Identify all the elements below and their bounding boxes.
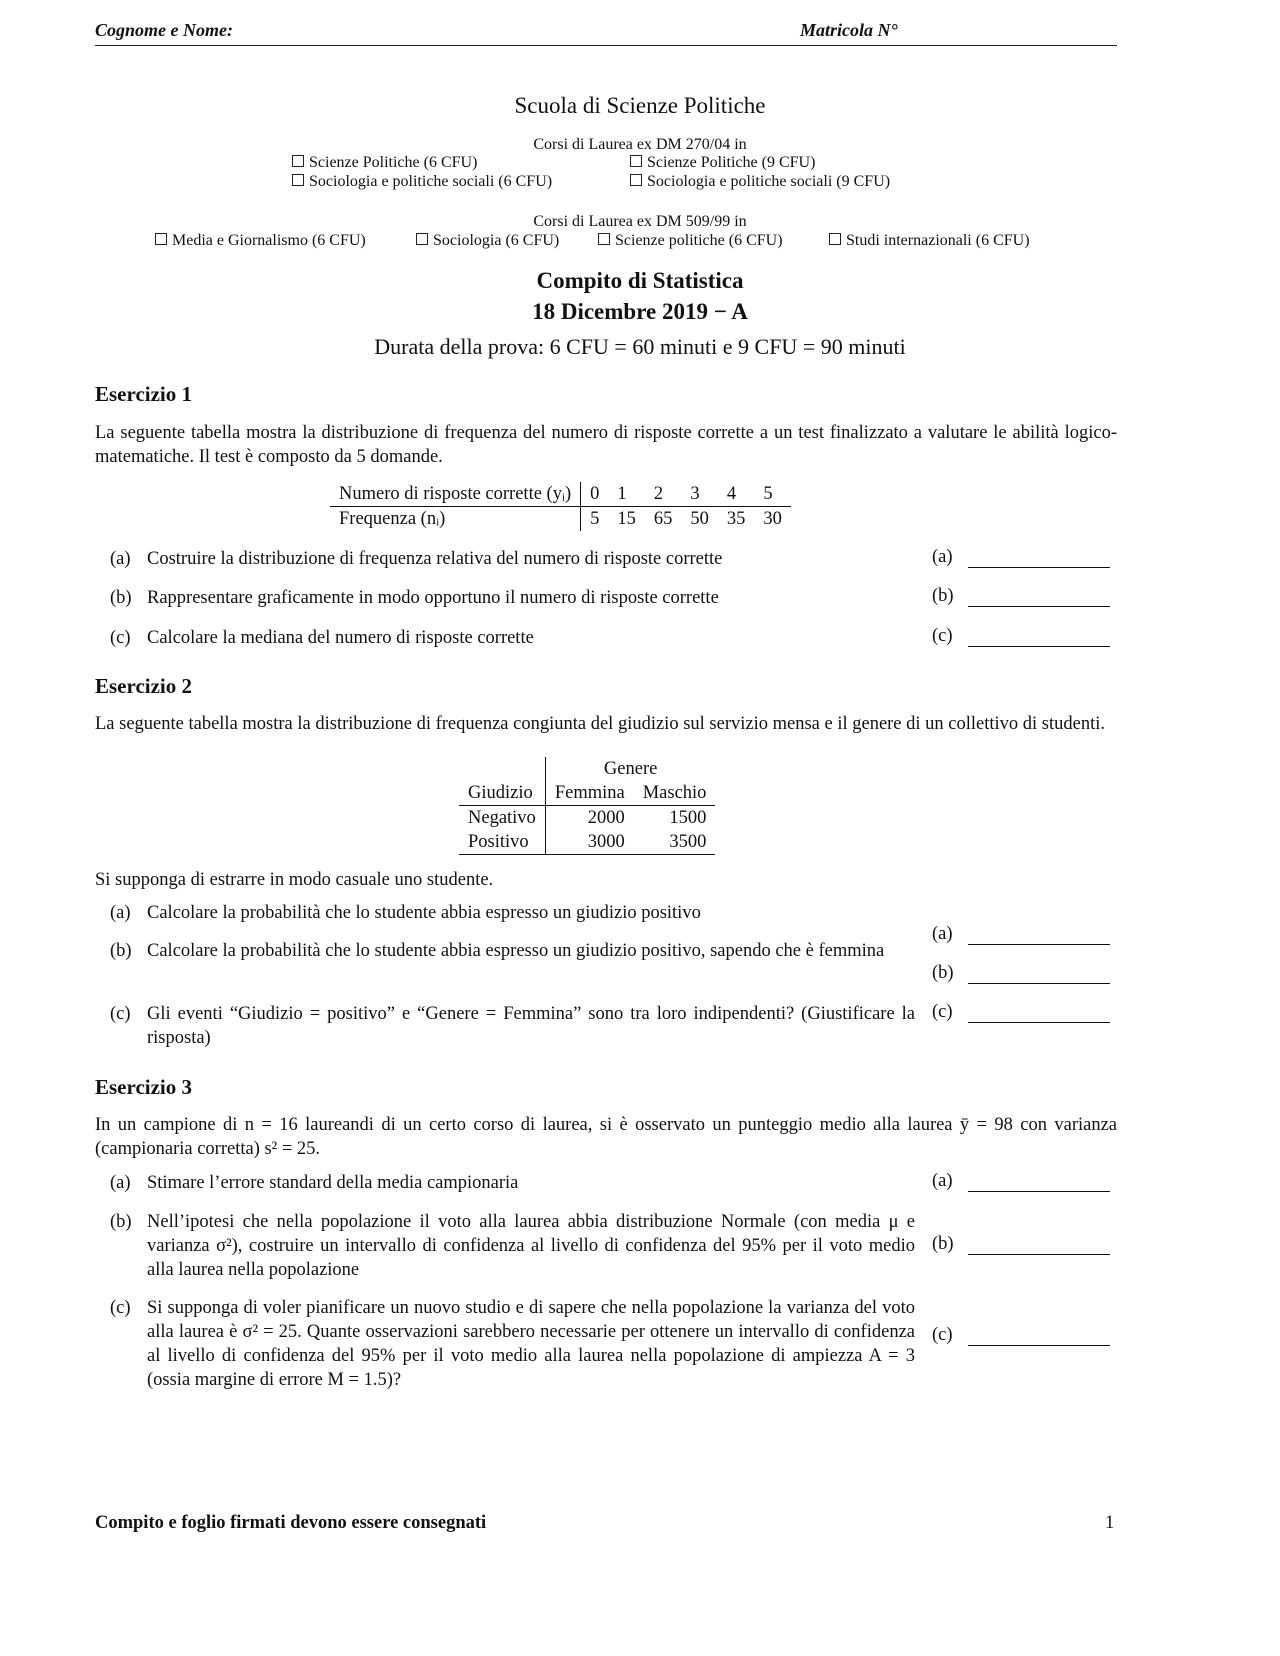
question [110,901,915,925]
question-label: (c) [110,1004,131,1024]
question-text: Stimare l’errore standard della media campionaria [147,1173,519,1193]
course-checkbox[interactable] [292,173,552,191]
cell: 50 [690,509,709,529]
answer-label: (c) [932,626,953,646]
question-label: (b) [110,588,132,608]
exercise-2-title: Esercizio 2 [95,674,193,698]
cell: 1 [617,484,627,504]
answer-line[interactable] [968,553,1110,568]
answer-label: (b) [932,586,954,606]
question-text: Si supponga di voler pianificare un nuovo studio e di sapere che nella popolazione la varianza del voto alla laurea è σ² = 25. Quante osservazioni sarebbero necessarie per ottenere un intervallo di confidenza al livello di confidenza del 95% per il voto medio alla laurea nella popolazione di ampiezza A = 3 (ossia margine di errore M = 1.5)? [147,1298,915,1390]
question [110,547,915,571]
question-text: Costruire la distribuzione di frequenza relativa del numero di risposte corrette [147,549,723,569]
answer-label: (a) [932,547,953,567]
course-checkbox[interactable] [155,232,366,250]
course-label: Media e Giornalismo (6 CFU) [172,232,366,249]
group-header: Genere [603,759,658,779]
cell: 5 [763,484,773,504]
answer-line[interactable] [968,1331,1110,1346]
answer-label: (c) [932,1002,953,1022]
name-label: Cognome e Nome: [95,20,233,40]
question-text: Calcolare la probabilità che lo studente abbia espresso un giudizio positivo, sapendo che è femmina [147,941,885,961]
school-title: Scuola di Scienze Politiche [514,93,766,118]
course-checkbox[interactable] [416,232,559,250]
footer-note: Compito e foglio firmati devono essere consegnati [95,1513,487,1533]
exercise-1-title: Esercizio 1 [95,382,193,406]
course-checkbox[interactable] [630,154,815,172]
answer-field[interactable] [932,924,1110,945]
row-label: Numero di risposte corrette (yᵢ) [330,482,581,507]
cell: 3000 [587,832,625,852]
question [110,1171,915,1195]
answer-line[interactable] [968,1240,1110,1255]
exercise-3-text: In un campione di n = 16 laureandi di un certo corso di laurea, si è osservato un punteggio medio alla laurea ȳ = 98 con varianza (campionaria corretta) s² = 25. [95,1115,1117,1159]
answer-line[interactable] [968,930,1110,945]
answer-line[interactable] [968,1008,1110,1023]
question [110,1002,915,1050]
answer-field[interactable] [932,626,1110,647]
answer-label: (c) [932,1325,953,1345]
checkbox-icon[interactable] [630,155,642,167]
course-checkbox[interactable] [292,154,477,172]
question-text: Calcolare la mediana del numero di risposte corrette [147,628,534,648]
question-label: (b) [110,1212,132,1232]
cell: 3 [690,484,700,504]
page-number: 1 [1105,1513,1115,1533]
answer-line[interactable] [968,969,1110,984]
matricola-label: Matricola N° [800,20,898,40]
checkbox-icon[interactable] [630,174,642,186]
col-header: Maschio [642,783,707,803]
answer-line[interactable] [968,1177,1110,1192]
cell: 2 [653,484,664,504]
answer-field[interactable] [932,1171,1110,1192]
question-label: (c) [110,1298,131,1318]
contingency-table [459,757,715,855]
cell: 4 [726,484,737,504]
course-label: Sociologia e politiche sociali (9 CFU) [647,173,891,190]
row-label: Frequenza (nᵢ) [330,507,581,532]
exam-title: Compito di Statistica [536,268,744,293]
cell: 15 [617,509,636,529]
answer-field[interactable] [932,586,1110,607]
checkbox-icon[interactable] [155,233,167,245]
dm509-title: Corsi di Laurea ex DM 509/99 in [533,213,747,230]
question-text: Rappresentare graficamente in modo opportuno il numero di risposte corrette [147,588,719,608]
question-label: (c) [110,628,131,648]
checkbox-icon[interactable] [292,155,304,167]
course-checkbox[interactable] [829,232,1030,250]
checkbox-icon[interactable] [829,233,841,245]
cell: 5 [590,509,600,529]
cell: 65 [653,509,673,529]
answer-field[interactable] [932,547,1110,568]
course-checkbox[interactable] [630,173,890,191]
row-label: Positivo [459,830,545,855]
course-label: Scienze Politiche (6 CFU) [309,154,478,171]
dm270-title: Corsi di Laurea ex DM 270/04 in [533,136,747,153]
course-label: Scienze Politiche (9 CFU) [647,154,816,171]
question [110,1296,915,1392]
frequency-table [330,482,791,531]
question-text: Nell’ipotesi che nella popolazione il voto alla laurea abbia distribuzione Normale (con media μ e varianza σ²), costruire un intervallo di confidenza al livello di confidenza del 95% per il voto medio alla laurea nella popolazione [147,1212,915,1280]
cell: 30 [763,509,782,529]
checkbox-icon[interactable] [292,174,304,186]
checkbox-icon[interactable] [416,233,428,245]
course-label: Sociologia (6 CFU) [433,232,560,249]
question-label: (b) [110,941,132,961]
cell: 1500 [669,808,707,828]
course-checkbox[interactable] [598,232,783,250]
cell: 35 [726,509,746,529]
exam-duration: Durata della prova: 6 CFU = 60 minuti e 9 CFU = 90 minuti [374,334,906,359]
question-label: (a) [110,1173,131,1193]
cell: 3500 [669,832,707,852]
question [110,1210,915,1282]
exercise-2-text: La seguente tabella mostra la distribuzione di frequenza congiunta del giudizio sul servizio mensa e il genere di un collettivo di studenti. [95,714,1106,734]
answer-field[interactable] [932,1234,1110,1255]
question-label: (a) [110,549,131,569]
cell: 2000 [587,808,625,828]
question-label: (a) [110,903,131,923]
course-label: Sociologia e politiche sociali (6 CFU) [309,173,553,190]
answer-label: (a) [932,924,953,944]
row-label: Negativo [459,806,545,831]
course-label: Scienze politiche (6 CFU) [615,232,783,249]
exercise-3-title: Esercizio 3 [95,1075,193,1099]
answer-label: (b) [932,1234,954,1254]
answer-line[interactable] [968,592,1110,607]
answer-line[interactable] [968,632,1110,647]
question [110,939,915,963]
question [110,586,915,610]
question [110,626,915,650]
header-rule [95,45,1117,46]
cell: 0 [590,484,600,504]
exercise-1-text: La seguente tabella mostra la distribuzione di frequenza del numero di risposte corrette a un test finalizzato a valutare le abilità logico-matematiche. Il test è composto da 5 domande. [95,423,1117,467]
answer-label: (b) [932,963,954,983]
course-label: Studi internazionali (6 CFU) [846,232,1030,249]
row-header: Giudizio [459,781,545,806]
answer-field[interactable] [932,1325,1110,1346]
answer-label: (a) [932,1171,953,1191]
exercise-2-intro: Si supponga di estrarre in modo casuale uno studente. [95,870,494,890]
question-text: Gli eventi “Giudizio = positivo” e “Genere = Femmina” sono tra loro indipendenti? (Giustificare la risposta) [147,1004,915,1048]
question-text: Calcolare la probabilità che lo studente abbia espresso un giudizio positivo [147,903,701,923]
checkbox-icon[interactable] [598,233,610,245]
answer-field[interactable] [932,963,1110,984]
exam-date: 18 Dicembre 2019 − A [532,299,748,324]
col-header: Femmina [554,783,625,803]
answer-field[interactable] [932,1002,1110,1023]
